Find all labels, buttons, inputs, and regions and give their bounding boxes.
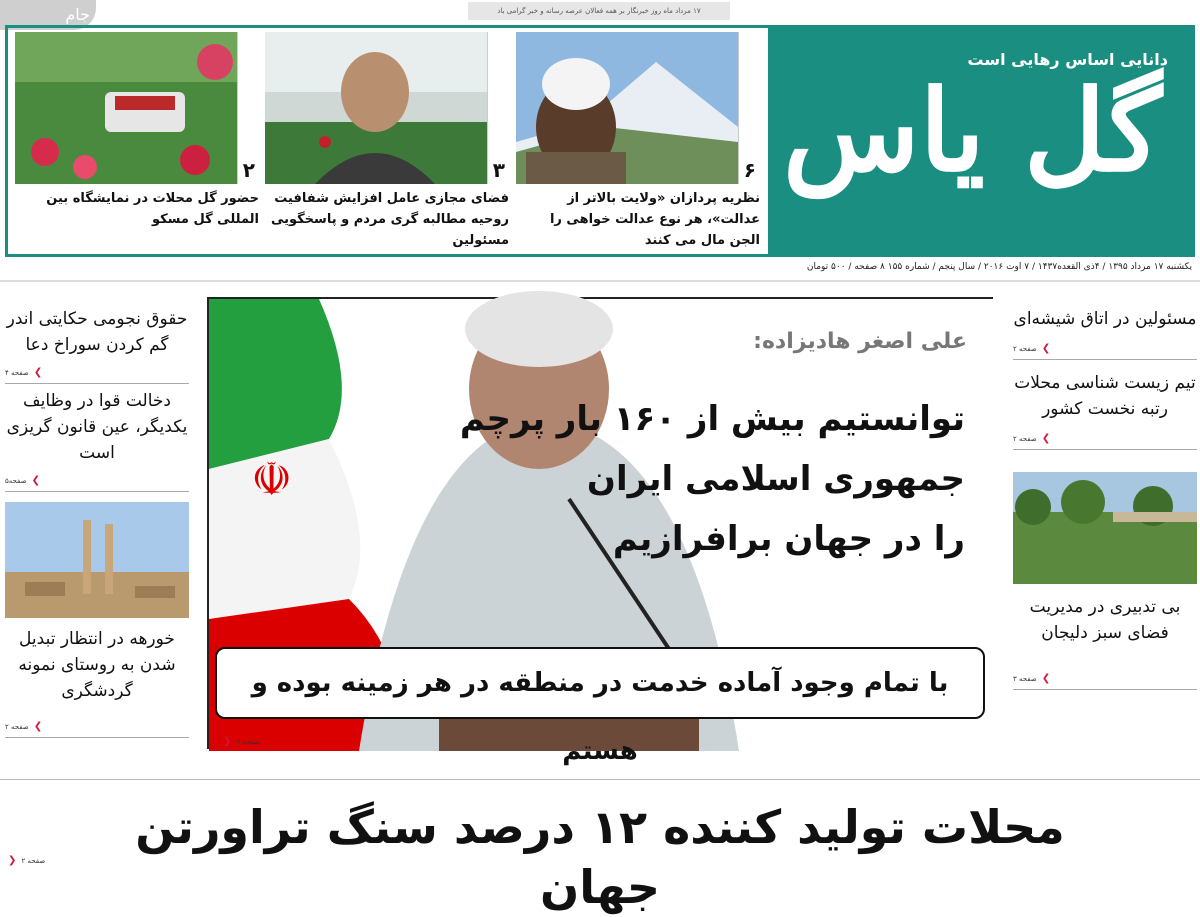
top-ribbon: ۱۷ مرداد ماه روز خبرنگار بر همه فعالان عرصه رسانه و خبر گرامی باد (468, 2, 730, 20)
thumb-number: ۶ (743, 158, 756, 182)
green-space-photo (1013, 472, 1197, 584)
page-ref[interactable]: صفحه۵ (5, 477, 27, 485)
thumb-story-3[interactable] (15, 32, 259, 232)
page-ref[interactable]: صفحه ۴ (5, 369, 29, 377)
chevron-icon: ❯ (33, 721, 43, 732)
chevron-icon: ❯ (1041, 673, 1051, 684)
side-story-title[interactable]: مسئولین در اتاق شیشه‌ای (1013, 309, 1197, 329)
thumb-story-1[interactable] (516, 32, 760, 248)
thumb-number: ۲ (242, 158, 255, 182)
thumb-story-2[interactable] (265, 32, 509, 248)
lead-byline: علی اصغر هادیزاده: (753, 329, 967, 354)
bottom-headline[interactable]: محلات تولید کننده ۱۲ درصد سنگ تراورتن جهان (135, 800, 1065, 914)
page-ref: صفحه ۷ (236, 738, 261, 746)
side-story-title[interactable]: خورهه در انتظار تبدیل شدن به روستای نمونه گردشگری (18, 629, 176, 701)
dateline: یکشنبه ۱۷ مرداد ۱۳۹۵ / ۴ذی القعده۱۴۳۷ / ۷ اوت ۲۰۱۶ / سال پنجم / شماره ۱۵۵ ۸ صفحه / ۵۰۰ تومان (806, 262, 1192, 272)
chevron-icon: ❯ (31, 475, 41, 486)
thumb-number: ۳ (492, 158, 505, 182)
side-story-title[interactable]: دخالت قوا در وظایف یکدیگر، عین قانون گریزی است (6, 391, 188, 463)
masthead (768, 28, 1192, 254)
newspaper-logo: گل یاس (782, 66, 1162, 197)
page-ref: صفحه ۲ (21, 857, 46, 865)
lead-story[interactable] (207, 297, 993, 766)
bottom-page-ref[interactable] (8, 848, 45, 867)
lead-headline-line: توانستیم بیش از ۱۶۰ بار پرچم (459, 399, 965, 439)
side-story-title[interactable]: تیم زیست شناسی محلات رتبه نخست کشور (1014, 373, 1196, 419)
chevron-icon: ❯ (33, 367, 43, 378)
tagline: دانایی اساس رهایی است (967, 50, 1168, 69)
page-ref[interactable]: صفحه ۳ (1013, 675, 1037, 683)
flower-exhibition-photo (15, 32, 237, 184)
page-ref[interactable]: صفحه ۲ (5, 723, 29, 731)
lead-page-ref[interactable] (223, 729, 260, 748)
right-column (1013, 306, 1197, 690)
chevron-icon: ❯ (1041, 433, 1051, 444)
thumb-caption: فضای مجازی عامل افزایش شفافیت روحیه مطالبه گری مردم و پاسخگویی مسئولین (270, 191, 509, 248)
lead-headline-line: را در جهان برافرازیم (612, 519, 965, 559)
header-divider (0, 280, 1200, 282)
page-ref[interactable]: صفحه ۲ (1013, 345, 1037, 353)
page-ref[interactable]: صفحه ۲ (1013, 435, 1037, 443)
chevron-icon: ❯ (223, 736, 232, 747)
lead-quote: با تمام وجود آماده خدمت در منطقه در هر زمینه بوده و هستم (215, 647, 985, 719)
side-story-title[interactable]: بی تدبیری در مدیریت فضای سبز دلیجان (1029, 597, 1181, 643)
cleric-mountain-photo (516, 32, 738, 184)
side-story-title[interactable]: حقوق نجومی حکایتی اندر گم کردن سوراخ دعا (6, 309, 188, 355)
corner-tag: جام (0, 0, 96, 30)
svg-text:☫: ☫ (251, 452, 293, 506)
left-column (5, 306, 189, 738)
lead-headline-line: جمهوری اسلامی ایران (586, 459, 965, 499)
thumb-caption: نظریه پردازان «ولایت بالاتر از عدالت»، هر نوع عدالت خواهی را الجن مال می کنند (549, 191, 760, 248)
ruins-photo (5, 502, 189, 618)
chevron-icon: ❯ (8, 855, 17, 866)
chevron-icon: ❯ (1041, 343, 1051, 354)
bottom-divider (0, 779, 1200, 780)
lead-headline[interactable] (460, 389, 965, 569)
thumb-caption: حضور گل محلات در نمایشگاه بین المللی گل مسکو (46, 191, 259, 227)
man-greenhouse-photo (265, 32, 487, 184)
